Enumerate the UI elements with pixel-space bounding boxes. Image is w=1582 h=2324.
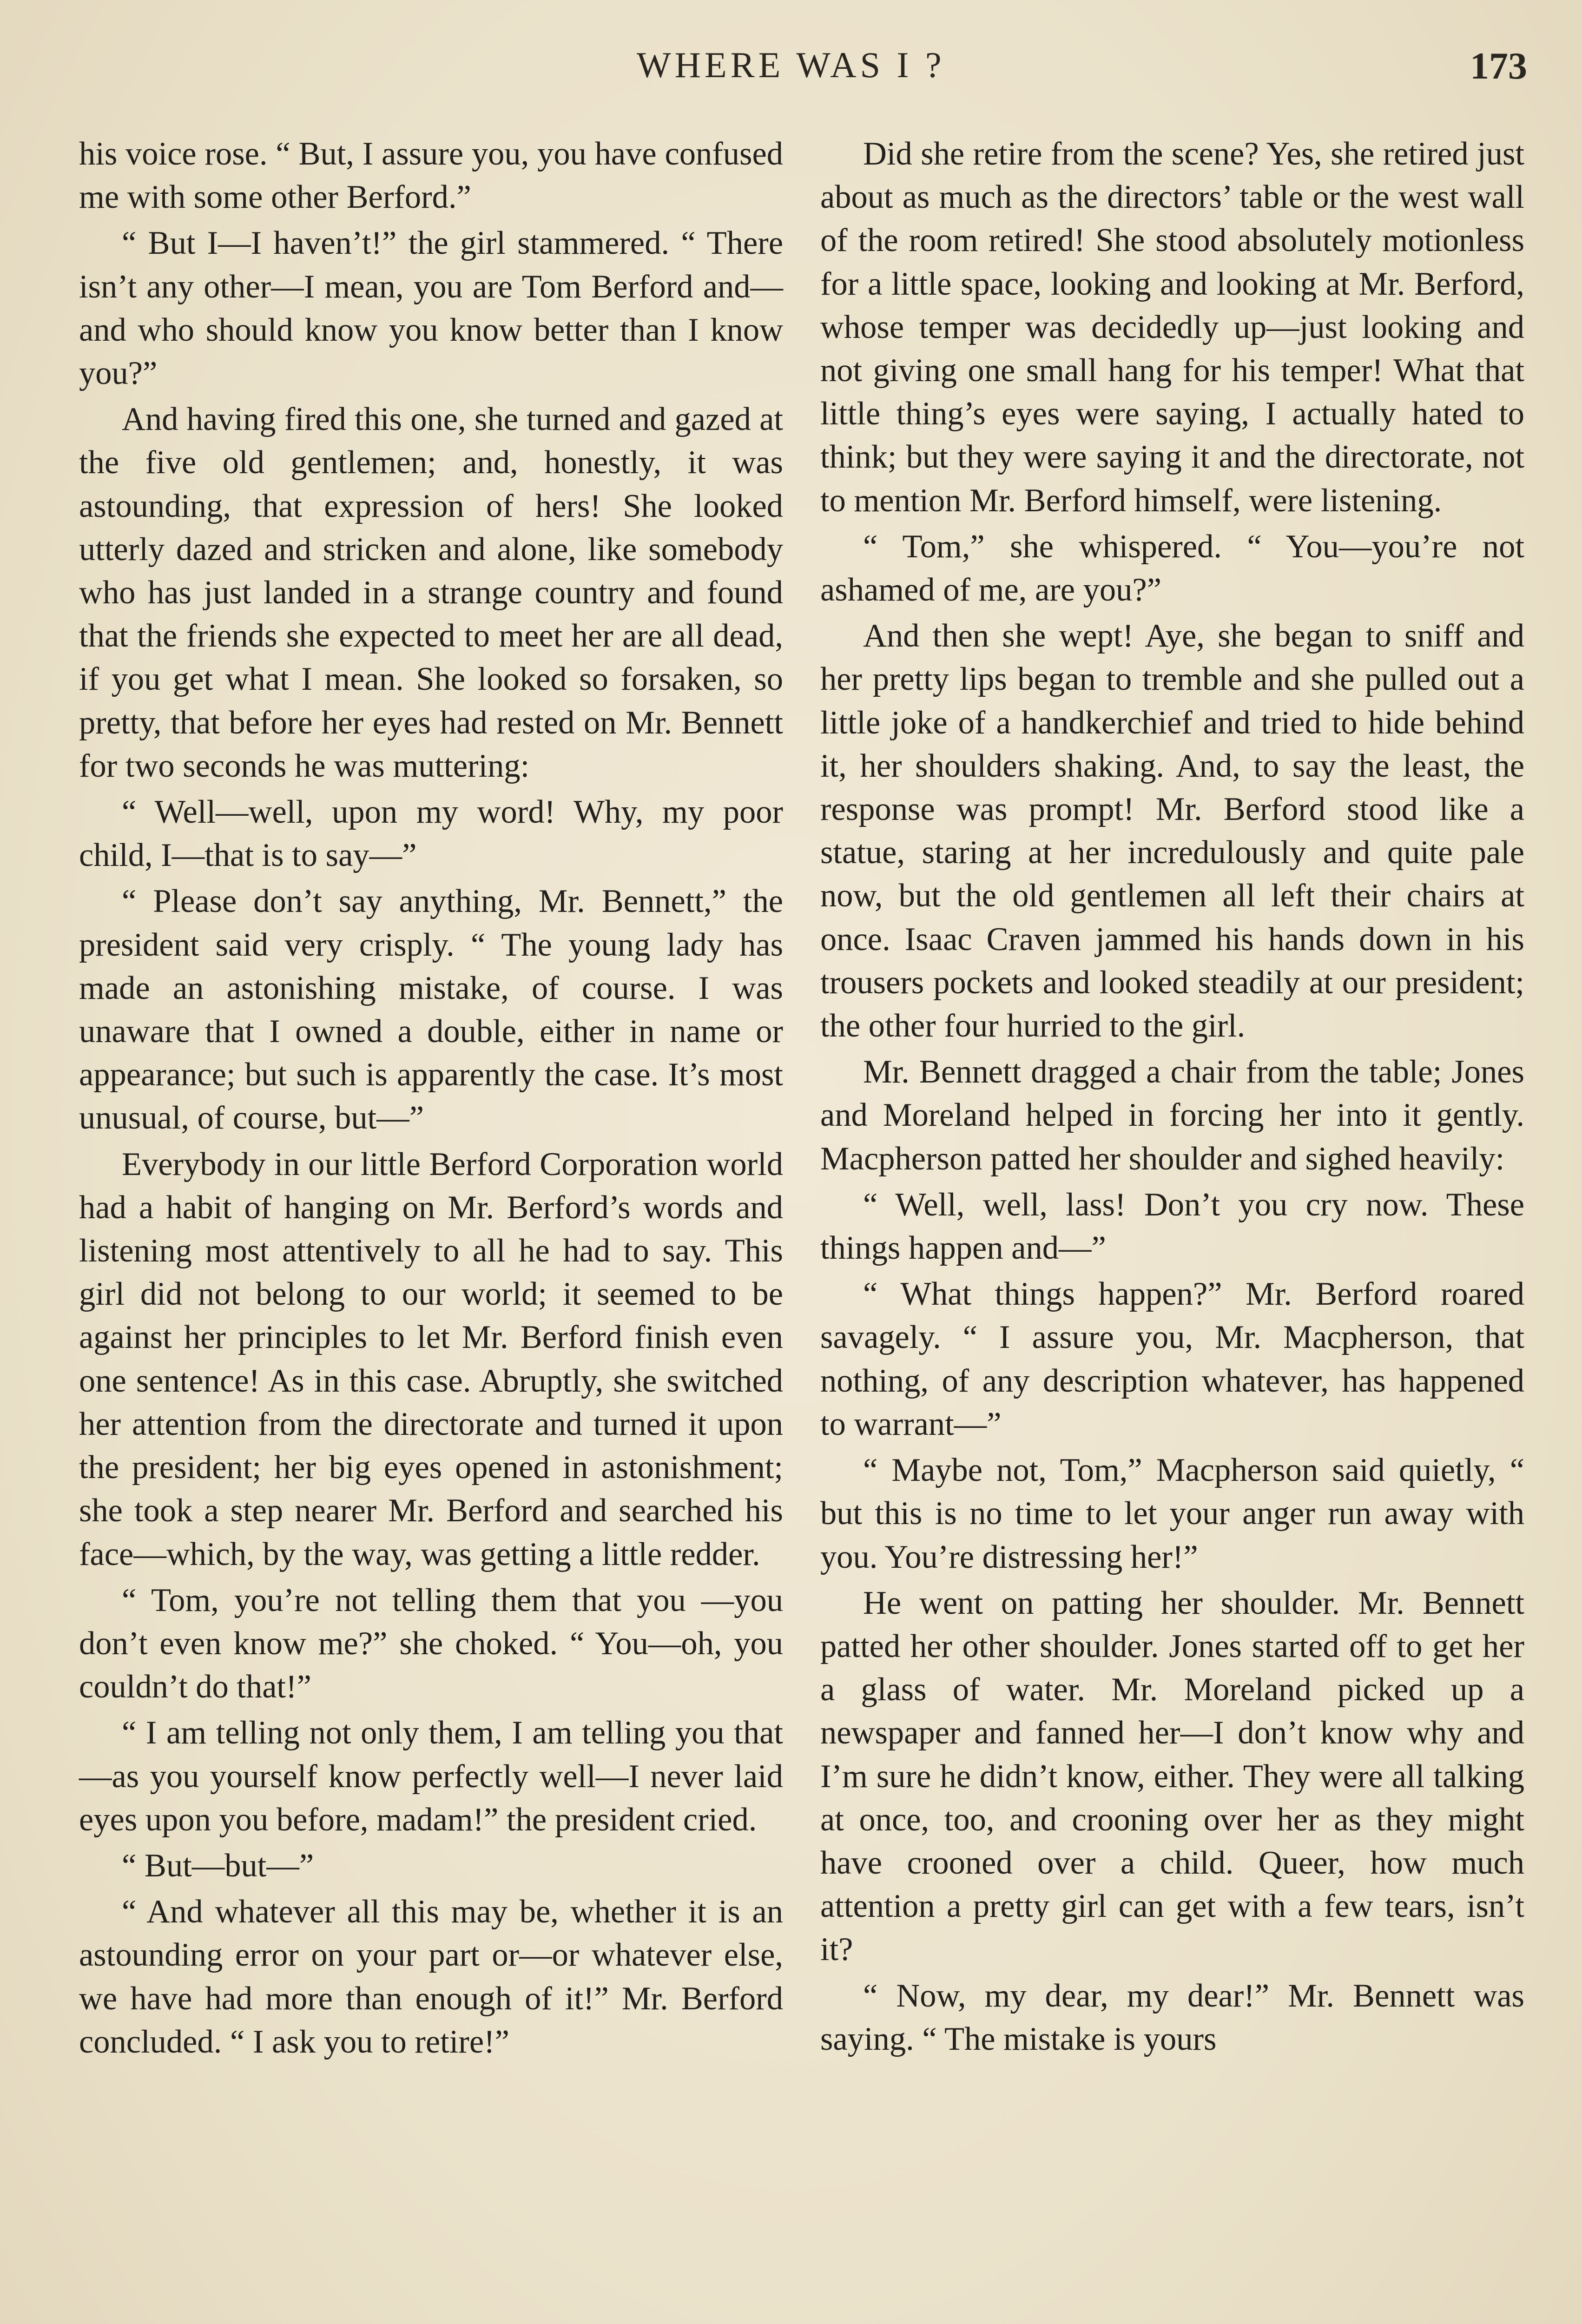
paragraph: Everybody in our little Berford Corporation world had a habit of hanging on Mr. Berford’s words and listening most attentively to all he had to say. This girl did not belong to our world; it seemed to be against her principles to let Mr. Berford finish even one sentence! As in this case. Abruptly, she switched her attention from the directorate and turned it upon the president; her big eyes opened in astonishment; she took a step nearer Mr. Berford and searched his face—which, by the way, was getting a little redder. — [79, 1146, 783, 1572]
paragraph: “ Now, my dear, my dear!” Mr. Bennett was saying. “ The mistake is yours — [820, 1977, 1524, 2057]
paragraph: “ And whatever all this may be, whether it is an astounding error on your part or—or whatever else, we have had more than enough of it!” Mr. Berford concluded. “ I ask you to retire!” — [79, 1894, 783, 2060]
paragraph: “ What things happen?” Mr. Berford roared savagely. “ I assure you, Mr. Macpherson, that nothing, of any description whatever, has happened to warrant—” — [820, 1276, 1524, 1442]
paragraph: “ Well—well, upon my word! Why, my poor child, I—that is to say—” — [79, 794, 783, 874]
paragraph: “ But I—I haven’t!” the girl stammered. “ There isn’t any other—I mean, you are Tom Berford and—and who should know you know better than I know you?” — [79, 225, 783, 392]
paragraph: Did she retire from the scene? Yes, she retired just about as much as the directors’ table or the west wall of the room retired! She stood absolutely motionless for a little space, looking and looking at Mr. Berford, whose temper was decidedly up—just looking and not giving one small hang for his temper! What that little thing’s eyes were saying, I actually hated to think; but they were saying it and the directorate, not to mention Mr. Berford himself, were listening. — [820, 136, 1524, 519]
paragraph: “ I am telling not only them, I am telling you that—as you yourself know perfectly well—I never laid eyes upon you before, madam!” the president cried. — [79, 1715, 783, 1838]
right-column — [820, 132, 1524, 2061]
paragraph: “ But—but—” — [122, 1847, 314, 1884]
paragraph: his voice rose. “ But, I assure you, you have confused me with some other Berford.” — [79, 136, 783, 216]
running-title: WHERE WAS I ? — [637, 45, 945, 85]
paragraph: Mr. Bennett dragged a chair from the table; Jones and Moreland helped in forcing her into it gently. Macpherson patted her shoulder and sighed heavily: — [820, 1054, 1524, 1177]
paragraph: And having fired this one, she turned and gazed at the five old gentlemen; and, honestly, it was astounding, that expression of hers! She looked utterly dazed and stricken and alone, like somebody who has just landed in a strange country and found that the friends she expected to meet her are all dead, if you get what I mean. She looked so forsaken, so pretty, that before her eyes had rested on Mr. Bennett for two seconds he was muttering: — [79, 401, 783, 784]
paragraph: “ Tom,” she whispered. “ You—you’re not ashamed of me, are you?” — [820, 528, 1524, 608]
paragraph: He went on patting her shoulder. Mr. Bennett patted her other shoulder. Jones started off to get her a glass of water. Mr. Moreland picked up a newspaper and fanned her—I don’t know why and I’m sure he didn’t know, either. They were all talking at once, too, and crooning over her as they might have crooned over a child. Queer, how much attention a pretty girl can get with a few tears, isn’t it? — [820, 1585, 1524, 1968]
page-header — [0, 44, 1582, 100]
left-column — [79, 132, 783, 2064]
page-number: 173 — [1470, 45, 1527, 87]
paragraph: And then she wept! Aye, she began to sniff and her pretty lips began to tremble and she pulled out a little joke of a handkerchief and tried to hide behind it, her shoulders shaking. And, to say the least, the response was prompt! Mr. Berford stood like a statue, staring at her incredulously and quite pale now, but the old gentlemen all left their chairs at once. Isaac Craven jammed his hands down in his trousers pockets and looked steadily at our president; the other four hurried to the girl. — [820, 618, 1524, 1044]
paragraph: “ Maybe not, Tom,” Macpherson said quietly, “ but this is no time to let your anger run away with you. You’re distressing her!” — [820, 1452, 1524, 1575]
paragraph: “ Please don’t say anything, Mr. Bennett,” the president said very crisply. “ The young lady has made an astonishing mistake, of course. I was unaware that I owned a double, either in name or appearance; but such is apparently the case. It’s most unusual, of course, but—” — [79, 883, 783, 1136]
paragraph: “ Tom, you’re not telling them that you —you don’t even know me?” she choked. “ You—oh, you couldn’t do that!” — [79, 1582, 783, 1705]
paragraph: “ Well, well, lass! Don’t you cry now. These things happen and—” — [820, 1186, 1524, 1267]
